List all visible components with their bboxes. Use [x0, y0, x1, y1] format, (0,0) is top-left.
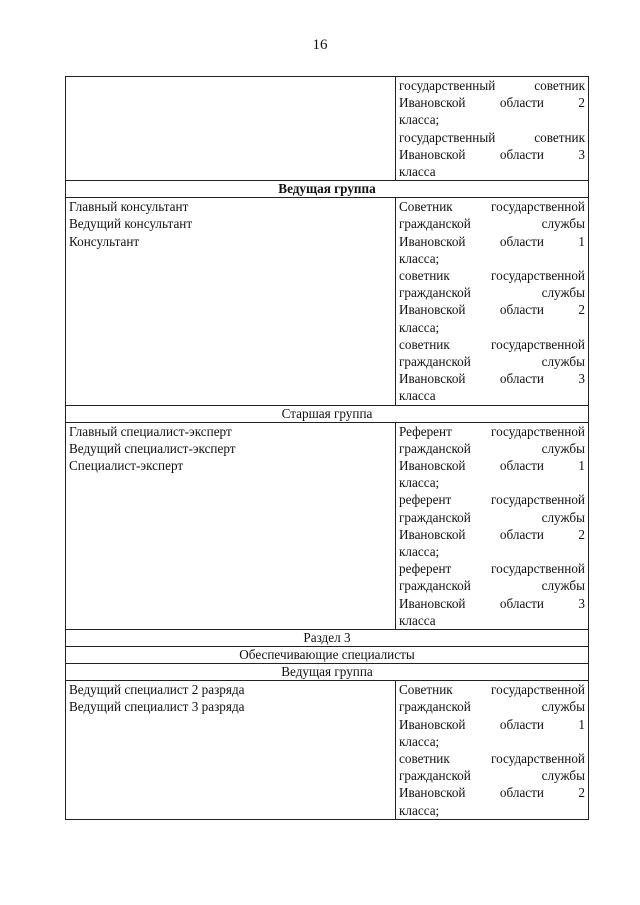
rank-word: службы	[541, 509, 585, 525]
rank-word: 3	[578, 146, 585, 162]
rank-word: службы	[541, 354, 585, 370]
rank-word: советник	[534, 129, 585, 145]
rank-word: области	[499, 371, 544, 387]
rank-word: советник	[534, 78, 585, 93]
rank-word: области	[499, 146, 544, 162]
class-rank	[399, 560, 585, 629]
rank-word: Ивановской	[399, 302, 466, 318]
position-title: Ведущий специалист-эксперт	[69, 440, 236, 456]
rank-line	[399, 698, 585, 715]
rank-word: класса;	[399, 544, 440, 560]
rank-line	[399, 250, 585, 267]
class-rank	[399, 77, 585, 129]
rank-word: службы	[541, 216, 585, 232]
rank-line	[399, 802, 585, 819]
class-rank	[399, 267, 585, 336]
rank-line	[399, 129, 585, 146]
rank-word: гражданской	[399, 578, 471, 594]
group-header: Ведущая группа	[66, 664, 589, 681]
rank-word: службы	[541, 699, 585, 715]
rank-word: класса;	[399, 319, 440, 335]
rank-word: государственный	[399, 129, 496, 145]
rank-word: государственный	[399, 78, 496, 93]
position-title: Ведущий консультант	[69, 216, 193, 232]
ranks-cell	[396, 198, 589, 405]
rank-line	[399, 681, 585, 698]
rank-line	[399, 784, 585, 801]
rank-word: Ивановской	[399, 716, 466, 732]
rank-word: государственной	[491, 492, 585, 508]
rank-word: Советник	[399, 199, 453, 215]
class-rank	[399, 336, 585, 405]
rank-line	[399, 353, 585, 370]
rank-line	[399, 716, 585, 733]
rank-word: области	[499, 595, 544, 611]
rank-word: службы	[541, 285, 585, 301]
group-header: Старшая группа	[66, 405, 589, 422]
rank-word: государственной	[491, 423, 585, 439]
position-title: Ведущий специалист 2 разряда	[69, 682, 245, 698]
rank-line	[399, 767, 585, 784]
ranks-cell	[396, 77, 589, 181]
rank-word: государственной	[491, 336, 585, 352]
rank-word: области	[499, 716, 544, 732]
positions-table	[65, 76, 589, 820]
rank-word: государственной	[491, 682, 585, 698]
group-header-row	[66, 664, 589, 681]
position-title: Главный консультант	[69, 199, 189, 215]
positions-cell	[66, 681, 396, 820]
class-rank	[399, 129, 585, 181]
class-rank	[399, 750, 585, 819]
rank-word: 3	[578, 371, 585, 387]
class-rank	[399, 198, 585, 267]
rank-line	[399, 750, 585, 767]
rank-word: класса;	[399, 475, 440, 491]
rank-line	[399, 474, 585, 491]
rank-line	[399, 509, 585, 526]
rank-word: области	[499, 95, 544, 111]
rank-line	[399, 440, 585, 457]
rank-word: Ивановской	[399, 785, 466, 801]
positions-cell	[66, 198, 396, 405]
rank-word: гражданской	[399, 768, 471, 784]
rank-line	[399, 423, 585, 440]
position-title: Главный специалист-эксперт	[69, 423, 232, 439]
rank-line	[399, 284, 585, 301]
rank-word: Ивановской	[399, 458, 466, 474]
rank-word: Ивановской	[399, 526, 466, 542]
rank-word: области	[499, 233, 544, 249]
rank-line	[399, 543, 585, 560]
group-header: Ведущая группа	[66, 181, 589, 198]
rank-word: Референт	[399, 423, 452, 439]
rank-word: Ивановской	[399, 233, 466, 249]
rank-word: референт	[399, 561, 452, 577]
rank-word: класса;	[399, 250, 440, 266]
rank-word: советник	[399, 750, 450, 766]
rank-word: Ивановской	[399, 146, 466, 162]
group-header-row	[66, 647, 589, 664]
rank-line	[399, 163, 585, 180]
rank-word: советник	[399, 268, 450, 284]
rank-word: Советник	[399, 682, 453, 698]
positions-cell	[66, 77, 396, 181]
class-rank	[399, 423, 585, 492]
rank-line	[399, 733, 585, 750]
rank-word: 2	[578, 95, 585, 111]
rank-word: класса;	[399, 733, 440, 749]
rank-line	[399, 595, 585, 612]
rank-line	[399, 319, 585, 336]
rank-word: 2	[578, 785, 585, 801]
rank-word: области	[499, 785, 544, 801]
ranks-cell	[396, 422, 589, 629]
rank-word: гражданской	[399, 699, 471, 715]
rank-word: класса	[399, 612, 436, 628]
rank-word: 3	[578, 595, 585, 611]
rank-word: области	[499, 458, 544, 474]
rank-line	[399, 560, 585, 577]
group-header-row	[66, 181, 589, 198]
table-row	[66, 422, 589, 629]
rank-line	[399, 233, 585, 250]
rank-word: класса;	[399, 802, 440, 818]
rank-word: референт	[399, 492, 452, 508]
rank-line	[399, 111, 585, 128]
positions-table-body	[66, 77, 589, 820]
rank-line	[399, 370, 585, 387]
position-title: Специалист-эксперт	[69, 458, 184, 474]
position-title: Ведущий специалист 3 разряда	[69, 699, 245, 715]
rank-line	[399, 336, 585, 353]
rank-word: области	[499, 526, 544, 542]
rank-word: государственной	[491, 561, 585, 577]
rank-word: гражданской	[399, 509, 471, 525]
rank-line	[399, 215, 585, 232]
rank-word: Ивановской	[399, 95, 466, 111]
rank-line	[399, 77, 585, 94]
class-rank	[399, 681, 585, 750]
group-header-row	[66, 405, 589, 422]
rank-word: гражданской	[399, 354, 471, 370]
group-header: Раздел 3	[66, 630, 589, 647]
rank-word: государственной	[491, 750, 585, 766]
rank-word: советник	[399, 336, 450, 352]
rank-word: государственной	[491, 268, 585, 284]
rank-word: класса	[399, 388, 436, 404]
rank-line	[399, 577, 585, 594]
rank-word: класса	[399, 164, 436, 180]
table-row	[66, 681, 589, 820]
rank-line	[399, 94, 585, 111]
rank-word: гражданской	[399, 440, 471, 456]
rank-word: области	[499, 302, 544, 318]
rank-line	[399, 457, 585, 474]
position-title: Консультант	[69, 233, 140, 249]
rank-word: 2	[578, 526, 585, 542]
rank-word: Ивановской	[399, 371, 466, 387]
rank-word: Ивановской	[399, 595, 466, 611]
rank-word: гражданской	[399, 216, 471, 232]
table-row	[66, 198, 589, 405]
rank-word: 1	[578, 233, 585, 249]
rank-line	[399, 491, 585, 508]
table-row	[66, 77, 589, 181]
rank-line	[399, 612, 585, 629]
rank-line	[399, 526, 585, 543]
ranks-cell	[396, 681, 589, 820]
rank-word: гражданской	[399, 285, 471, 301]
rank-word: класса;	[399, 112, 440, 128]
rank-word: службы	[541, 578, 585, 594]
rank-line	[399, 387, 585, 404]
rank-line	[399, 267, 585, 284]
rank-word: 2	[578, 302, 585, 318]
rank-word: службы	[541, 440, 585, 456]
group-header: Обеспечивающие специалисты	[66, 647, 589, 664]
class-rank	[399, 491, 585, 560]
rank-word: 1	[578, 716, 585, 732]
rank-word: государственной	[491, 199, 585, 215]
page-number: 16	[312, 37, 328, 53]
rank-word: 1	[578, 458, 585, 474]
rank-line	[399, 198, 585, 215]
rank-line	[399, 301, 585, 318]
rank-line	[399, 146, 585, 163]
positions-cell	[66, 422, 396, 629]
rank-word: службы	[541, 768, 585, 784]
group-header-row	[66, 630, 589, 647]
